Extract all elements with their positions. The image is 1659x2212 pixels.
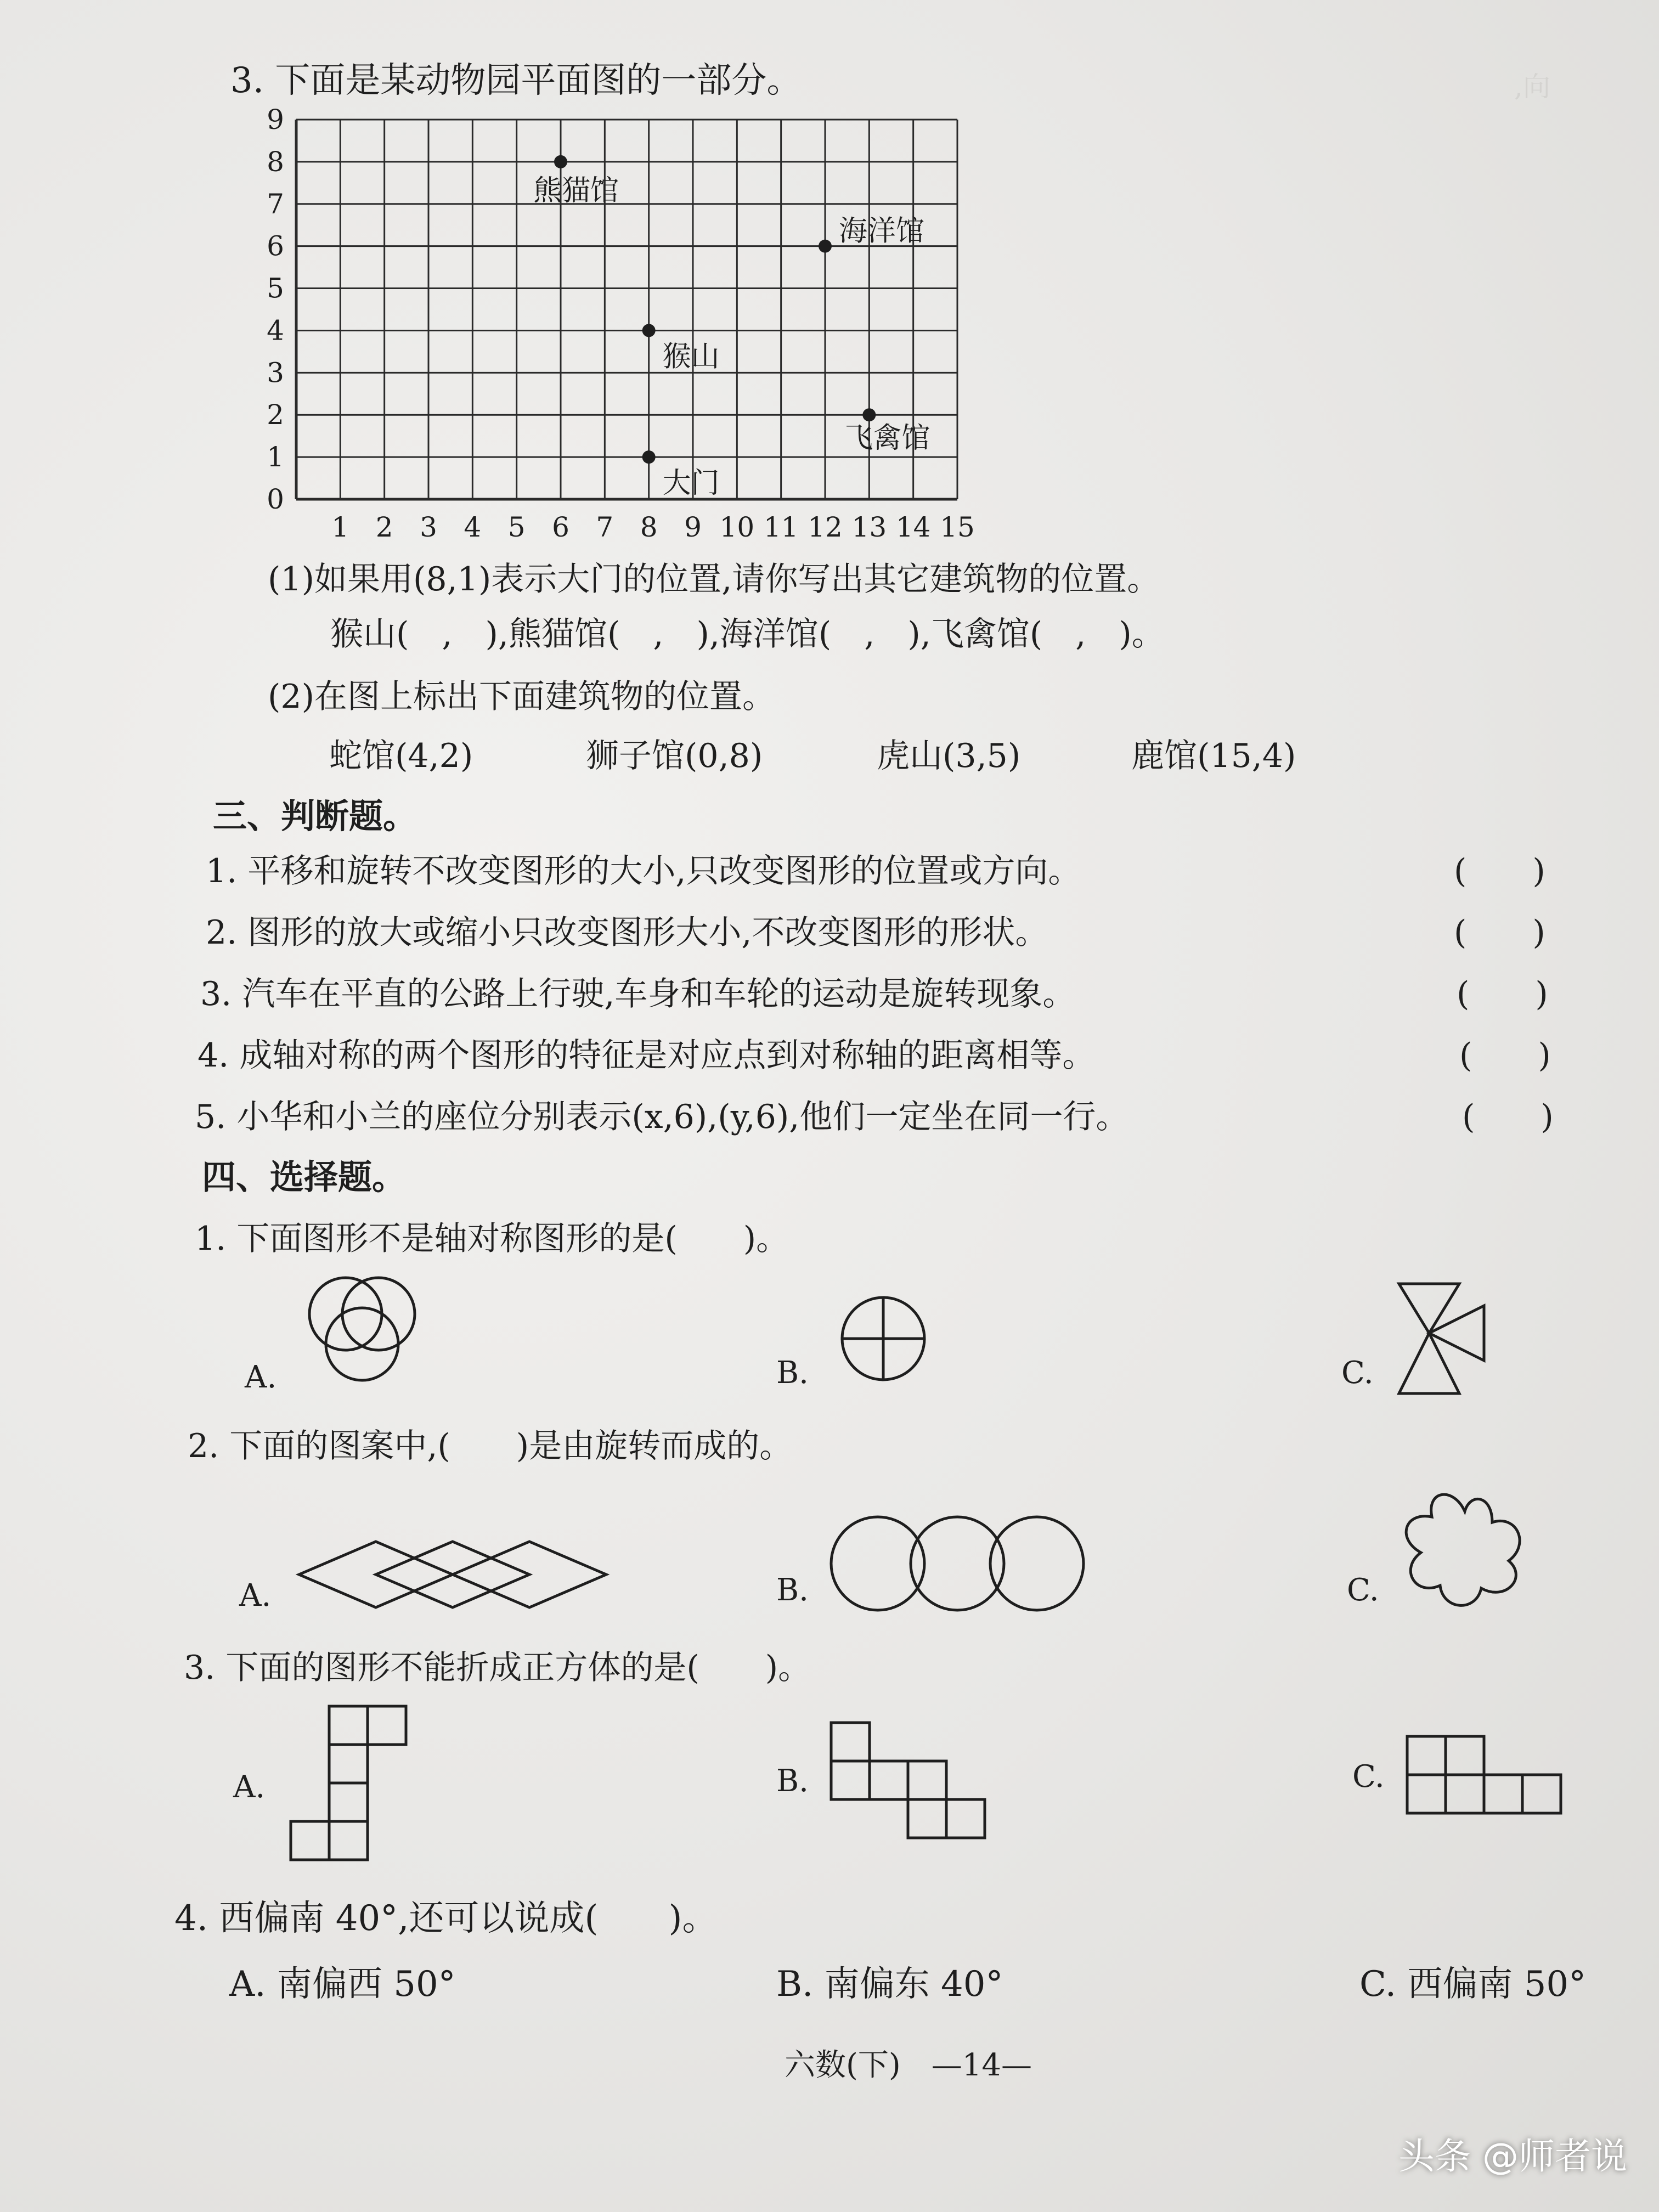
- y-tick-label: 3: [267, 357, 284, 389]
- y-tick-label: 4: [267, 314, 284, 347]
- answer-parentheses[interactable]: ( ): [1454, 852, 1545, 890]
- cube-net-c: [1404, 1734, 1569, 1821]
- option-letter-c: C.: [1341, 1355, 1374, 1391]
- y-tick-label: 8: [267, 145, 284, 178]
- answer-parentheses[interactable]: ( ): [1462, 1098, 1554, 1136]
- judgment-item: 2. 图形的放大或缩小只改变图形大小,不改变图形的形状。: [206, 913, 1048, 952]
- flower-figure: [1393, 1479, 1536, 1621]
- section3-heading: 三、判断题。: [213, 796, 417, 836]
- option-letter-a: A.: [245, 1359, 277, 1395]
- section4-heading: 四、选择题。: [202, 1157, 407, 1197]
- q4-option-a: A. 南偏西 50°: [229, 1964, 456, 2005]
- judgment-item: 5. 小华和小兰的座位分别表示(x,6),(y,6),他们一定坐在同一行。: [195, 1098, 1129, 1136]
- answer-parentheses[interactable]: ( ): [1454, 913, 1545, 952]
- location-point: [642, 450, 656, 464]
- x-tick-label: 11: [763, 511, 799, 543]
- x-tick-label: 12: [808, 511, 843, 543]
- q3-sub1-answer: 猴山( , ),熊猫馆( , ),海洋馆( , ),飞禽馆( , )。: [330, 615, 1165, 653]
- option-letter-b: B.: [776, 1572, 809, 1608]
- location-label: 飞禽馆: [844, 422, 930, 455]
- x-tick-label: 14: [895, 511, 931, 543]
- location-point: [862, 408, 876, 421]
- choice-q4: 4. 西偏南 40°,还可以说成( )。: [174, 1898, 718, 1939]
- y-tick-label: 9: [267, 104, 284, 136]
- x-tick-label: 3: [420, 511, 437, 543]
- y-tick-label: 2: [267, 399, 284, 431]
- choice-q1: 1. 下面图形不是轴对称图形的是( )。: [195, 1220, 789, 1258]
- option-letter-a: A.: [233, 1769, 266, 1805]
- pinwheel-figure: [823, 1281, 955, 1402]
- x-tick-label: 10: [719, 511, 755, 543]
- q3-sub2-item: 鹿馆(15,4): [1131, 737, 1296, 775]
- option-letter-a: A.: [239, 1578, 272, 1613]
- location-label: 猴山: [662, 340, 720, 374]
- location-label: 熊猫馆: [533, 174, 619, 207]
- bleed-through-text: ,向: [1514, 71, 1550, 103]
- three-circles-figure: [296, 1267, 428, 1399]
- y-tick-label: 5: [267, 272, 284, 304]
- x-tick-label: 6: [552, 511, 569, 543]
- location-point: [642, 324, 656, 337]
- y-tick-label: 7: [267, 188, 284, 220]
- cube-net-a: [288, 1703, 414, 1868]
- choice-q3: 3. 下面的图形不能折成正方体的是( )。: [184, 1649, 811, 1687]
- answer-parentheses[interactable]: ( ): [1459, 1036, 1551, 1075]
- x-tick-label: 1: [331, 511, 349, 543]
- source-watermark: 头条 @师者说: [1398, 2135, 1627, 2177]
- cube-net-b: [828, 1720, 993, 1846]
- q3-sub2-item: 蛇馆(4,2): [329, 737, 473, 775]
- option-letter-b: B.: [776, 1763, 809, 1799]
- option-letter-c: C.: [1347, 1572, 1379, 1608]
- q3-sub2-item: 狮子馆(0,8): [586, 737, 763, 775]
- x-tick-label: 13: [851, 511, 887, 543]
- answer-parentheses[interactable]: ( ): [1457, 975, 1548, 1013]
- location-point: [819, 240, 832, 253]
- q3-sub2: (2)在图上标出下面建筑物的位置。: [268, 678, 775, 716]
- three-rhombus-figure: [294, 1536, 617, 1618]
- y-tick-label: 1: [267, 441, 284, 473]
- x-tick-label: 9: [684, 511, 702, 543]
- x-tick-label: 4: [464, 511, 482, 543]
- three-rings-figure: [826, 1511, 1089, 1621]
- q3-sub2-item: 虎山(3,5): [877, 737, 1021, 775]
- option-letter-c: C.: [1352, 1759, 1385, 1795]
- q4-option-c: C. 西偏南 50°: [1359, 1964, 1587, 2005]
- y-tick-label: 6: [267, 230, 284, 262]
- x-tick-label: 5: [507, 511, 526, 543]
- q4-option-b: B. 南偏东 40°: [776, 1964, 1003, 2005]
- q3-sub1: (1)如果用(8,1)表示大门的位置,请你写出其它建筑物的位置。: [268, 560, 1160, 599]
- choice-q2: 2. 下面的图案中,( )是由旋转而成的。: [188, 1427, 793, 1465]
- location-label: 海洋馆: [839, 215, 925, 248]
- location-label: 大门: [662, 467, 720, 500]
- x-tick-label: 8: [640, 511, 658, 543]
- page-footer: 六数(下) —14—: [785, 2047, 1032, 2083]
- judgment-item: 3. 汽车在平直的公路上行驶,车身和车轮的运动是旋转现象。: [200, 975, 1076, 1013]
- x-tick-label: 15: [940, 511, 975, 543]
- bowtie-triangle-figure: [1393, 1278, 1492, 1399]
- location-point: [554, 155, 567, 168]
- x-tick-label: 2: [375, 511, 393, 543]
- option-letter-b: B.: [776, 1355, 809, 1391]
- judgment-item: 1. 平移和旋转不改变图形的大小,只改变图形的位置或方向。: [206, 852, 1081, 890]
- judgment-item: 4. 成轴对称的两个图形的特征是对应点到对称轴的距离相等。: [198, 1036, 1096, 1075]
- y-tick-label: 0: [267, 483, 284, 515]
- q3-title: 3. 下面是某动物园平面图的一部分。: [230, 60, 802, 101]
- x-tick-label: 7: [596, 511, 614, 543]
- zoo-coordinate-grid: [0, 0, 1659, 549]
